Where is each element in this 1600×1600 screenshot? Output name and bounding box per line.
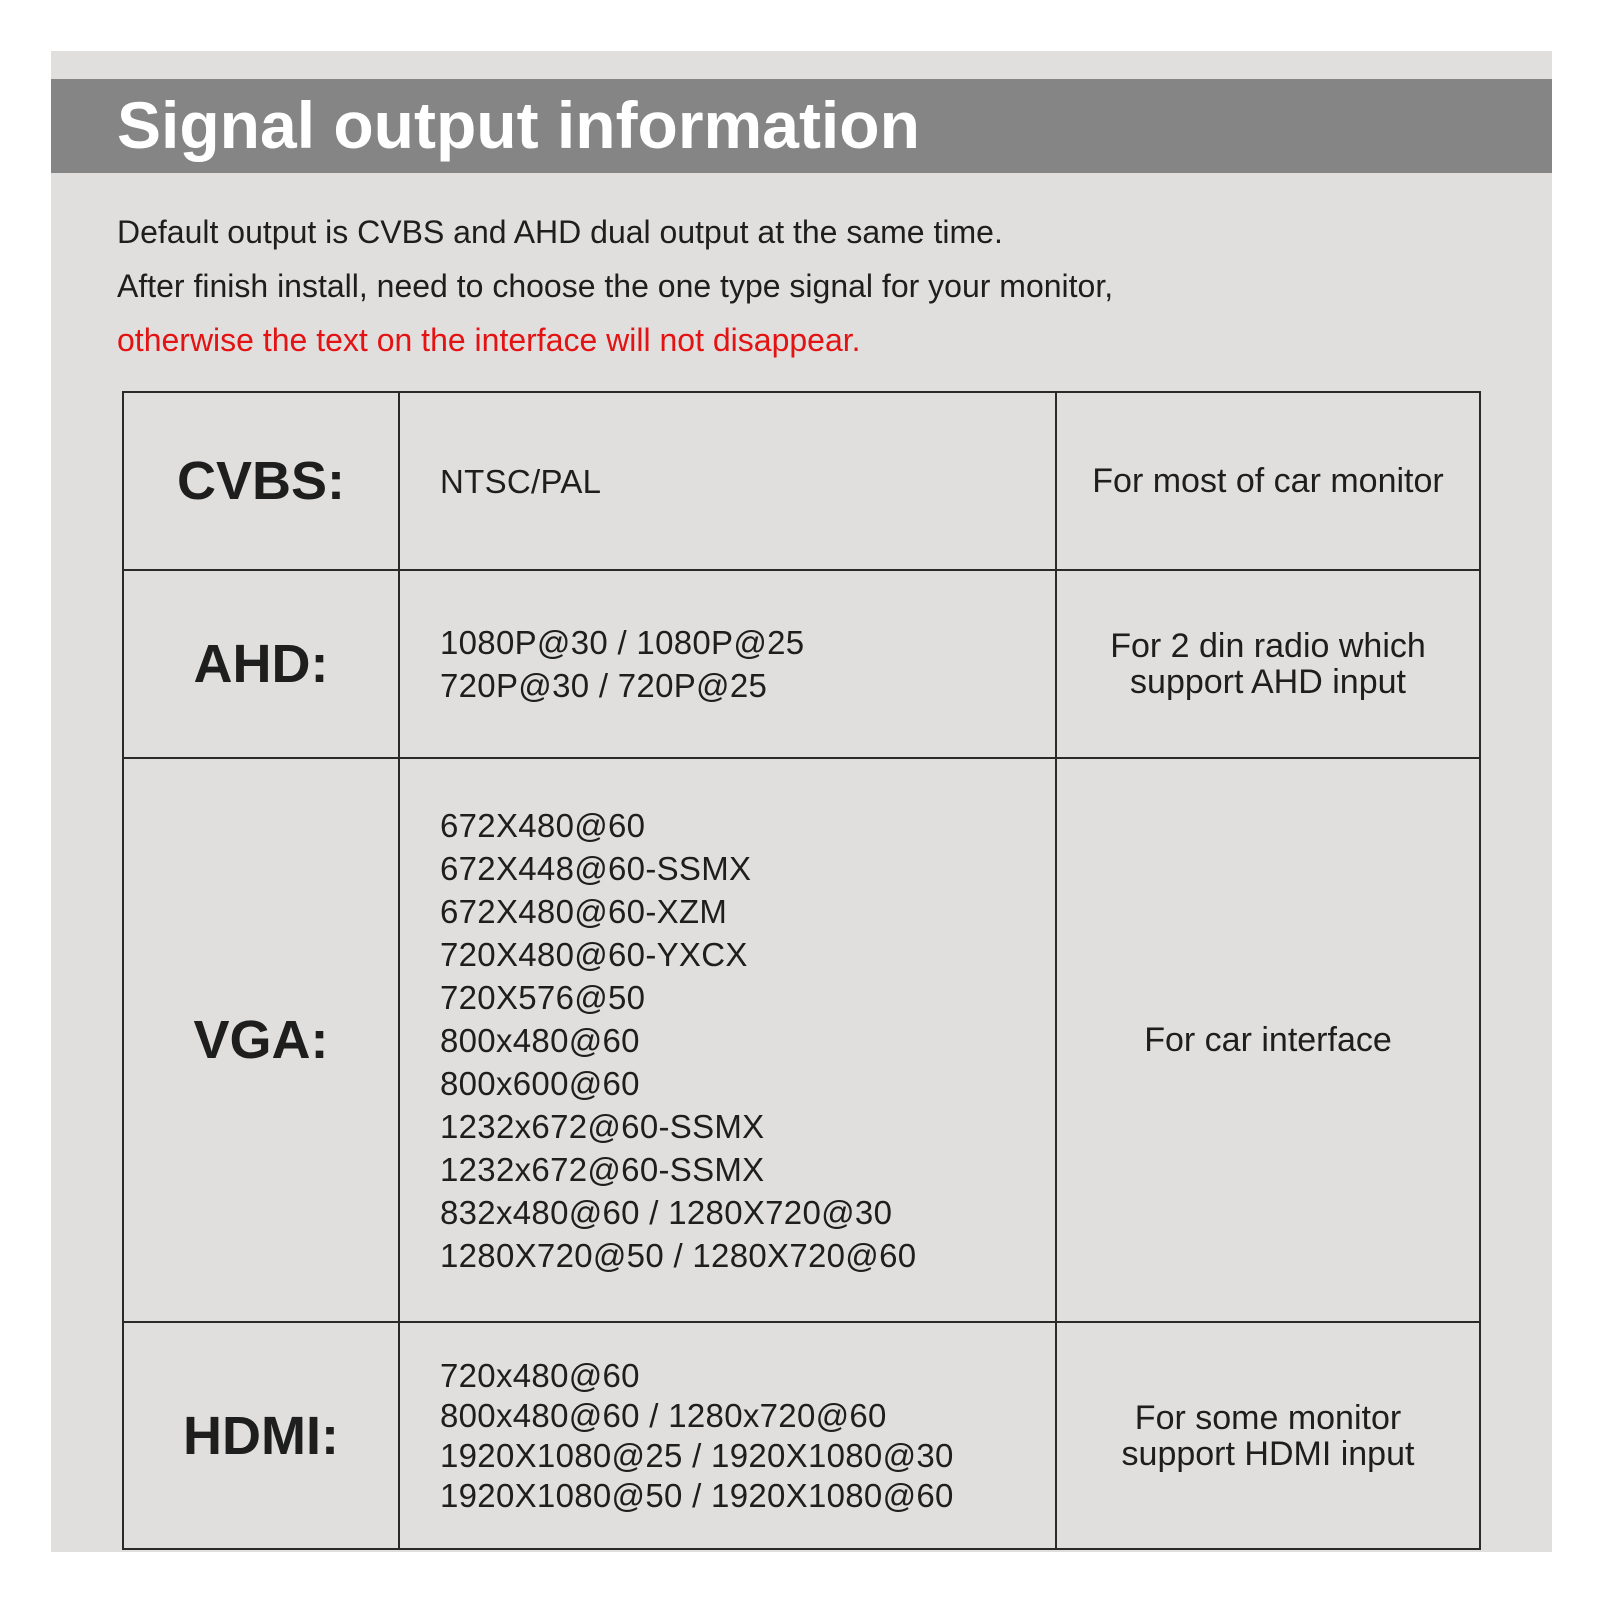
note-line: For some monitor xyxy=(1134,1398,1402,1437)
formats-cvbs xyxy=(399,392,1056,570)
format-item: 720x480@60 xyxy=(440,1356,640,1394)
format-item: 1920X1080@25 / 1920X1080@30 xyxy=(440,1436,954,1474)
note-line: For car interface xyxy=(1144,1021,1392,1059)
signal-table xyxy=(122,391,1481,1550)
title-bar xyxy=(51,79,1552,173)
format-item: 672X480@60-XZM xyxy=(440,892,728,930)
page-title: Signal output information xyxy=(117,88,920,162)
signal-type-cvbs: CVBS: xyxy=(123,392,399,570)
table-row-ahd xyxy=(123,570,1480,758)
format-item: 1232x672@60-SSMX xyxy=(440,1107,765,1145)
format-item: 800x480@60 / 1280x720@60 xyxy=(440,1396,887,1434)
format-item: 1080P@30 / 1080P@25 xyxy=(440,624,805,661)
format-item: NTSC/PAL xyxy=(440,462,602,500)
intro-line-2: After finish install, need to choose the one type signal for your monitor, xyxy=(117,268,1114,304)
format-item: 1280X720@50 / 1280X720@60 xyxy=(440,1236,917,1274)
format-item: 720P@30 / 720P@25 xyxy=(440,667,768,704)
formats-vga xyxy=(399,758,1056,1322)
note-vga xyxy=(1056,758,1480,1322)
table-row-cvbs xyxy=(123,392,1480,570)
warning-text: otherwise the text on the interface will not disappear. xyxy=(117,322,861,358)
note-cvbs xyxy=(1056,392,1480,570)
signal-type-vga: VGA: xyxy=(123,758,399,1322)
format-item: 832x480@60 / 1280X720@30 xyxy=(440,1193,893,1231)
signal-type-ahd: AHD: xyxy=(123,570,399,758)
format-item: 800x480@60 xyxy=(440,1021,640,1059)
format-item: 672X480@60 xyxy=(440,806,646,844)
note-line: For most of car monitor xyxy=(1092,462,1444,500)
format-item: 1232x672@60-SSMX xyxy=(440,1150,765,1188)
note-line: support AHD input xyxy=(1130,663,1406,701)
format-item: 720X576@50 xyxy=(440,978,646,1016)
table-row-vga xyxy=(123,758,1480,1322)
formats-hdmi xyxy=(399,1322,1056,1549)
note-line: For 2 din radio which xyxy=(1110,627,1426,665)
intro-text xyxy=(117,205,1113,367)
signal-info-panel xyxy=(51,51,1552,1552)
note-hdmi xyxy=(1056,1322,1480,1549)
format-item: 800x600@60 xyxy=(440,1064,640,1102)
note-line: support HDMI input xyxy=(1121,1434,1415,1473)
format-item: 720X480@60-YXCX xyxy=(440,935,748,973)
signal-type-hdmi: HDMI: xyxy=(123,1322,399,1549)
formats-ahd xyxy=(399,570,1056,758)
format-item: 672X448@60-SSMX xyxy=(440,849,752,887)
intro-line-1: Default output is CVBS and AHD dual output at the same time. xyxy=(117,214,1003,250)
format-item: 1920X1080@50 / 1920X1080@60 xyxy=(440,1476,954,1514)
note-ahd xyxy=(1056,570,1480,758)
table-row-hdmi xyxy=(123,1322,1480,1549)
